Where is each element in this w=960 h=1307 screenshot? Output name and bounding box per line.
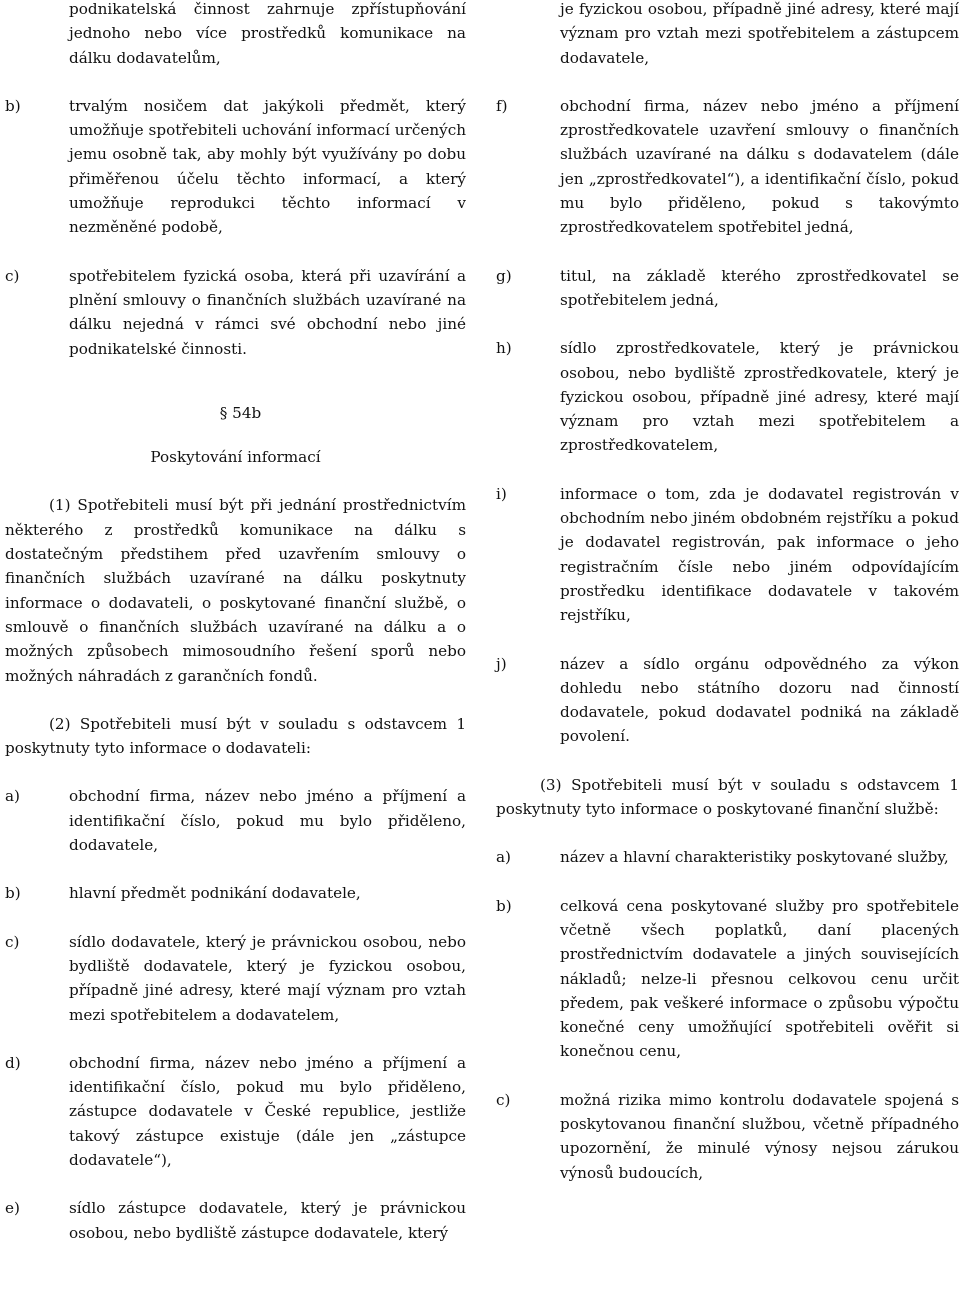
list-item bbox=[5, 784, 466, 857]
list-item bbox=[496, 264, 959, 313]
list-item bbox=[5, 264, 466, 361]
item-text: možná rizika mimo kontrolu dodavatele spojená s poskytovanou finanční službou, včetně případného upozornění, že minulé výnosy nejsou zárukou výnosů budoucích, bbox=[560, 1090, 959, 1182]
list-item bbox=[496, 1088, 959, 1185]
item-letter: f) bbox=[496, 96, 508, 115]
item-letter: a) bbox=[496, 848, 511, 867]
list-item bbox=[5, 1051, 466, 1172]
list-item bbox=[5, 94, 466, 240]
item-letter: c) bbox=[5, 932, 20, 951]
list-item bbox=[496, 652, 959, 749]
item-text: spotřebitelem fyzická osoba, která při uzavírání a plnění smlouvy o finančních službách uzavírané na dálku nejedná v rámci své obchodní nebo jiné podnikatelské činnosti. bbox=[69, 266, 466, 358]
item-letter: c) bbox=[496, 1090, 511, 1109]
item-letter: i) bbox=[496, 484, 507, 503]
item-letter: b) bbox=[496, 896, 512, 915]
list-item bbox=[5, 1196, 466, 1245]
left-column bbox=[5, 0, 466, 1245]
item-text: obchodní firma, název nebo jméno a příjmení a identifikační číslo, pokud mu bylo přiděleno, dodavatele, bbox=[69, 787, 466, 855]
paragraph-3: (3) Spotřebiteli musí být v souladu s odstavcem 1 poskytnuty tyto informace o poskytované finanční službě: bbox=[496, 775, 959, 819]
item-text: trvalým nosičem dat jakýkoli předmět, který umožňuje spotřebiteli uchování informací určených jemu osobně tak, aby mohly být využívány po dobu přiměřenou účelu těchto informací, a který umožňuje reprodukci těchto informací v nezměněné podobě, bbox=[69, 96, 466, 237]
item-text: titul, na základě kterého zprostředkovatel se spotřebitelem jedná, bbox=[560, 266, 959, 309]
item-text: informace o tom, zda je dodavatel registrován v obchodním nebo jiném obdobném rejstříku a pokud je dodavatel registrován, pak informace o jeho registračním čísle nebo jiném odpovídajícím prostředku identifikace dodavatele v takovém rejstříku, bbox=[560, 484, 959, 625]
section-number: § 54b bbox=[219, 403, 262, 422]
item-letter: d) bbox=[5, 1053, 21, 1072]
item-text: obchodní firma, název nebo jméno a příjmení a identifikační číslo, pokud mu bylo přiděleno, zástupce dodavatele v České republice, jestliže takový zástupce existuje (dále jen „zástupce dodavatele“), bbox=[69, 1053, 466, 1169]
item-letter: j) bbox=[496, 654, 507, 673]
list-item bbox=[496, 482, 959, 628]
paragraph-2: (2) Spotřebiteli musí být v souladu s odstavcem 1 poskytnuty tyto informace o dodavateli: bbox=[5, 714, 466, 758]
item-letter: b) bbox=[5, 96, 21, 115]
item-letter: e) bbox=[5, 1199, 20, 1218]
list-item bbox=[5, 881, 466, 905]
item-letter: c) bbox=[5, 266, 20, 285]
left-lead-text: podnikatelská činnost zahrnuje zpřístupňování jednoho nebo více prostředků komunikace na dálku dodavatelům, bbox=[69, 0, 466, 67]
item-letter: b) bbox=[5, 884, 21, 903]
paragraph-1: (1) Spotřebiteli musí být při jednání prostřednictvím některého z prostředků komunikace na dálku s dostatečným předstihem před uzavřením smlouvy o finančních službách uzavírané na dálku poskytnuty informace o dodavateli, o poskytované finanční službě, o smlouvě o finančních službách uzavírané na dálku a o možných způsobech mimosoudního řešení sporů nebo možných náhradách z garančních fondů. bbox=[5, 496, 466, 685]
section-title: Poskytování informací bbox=[150, 448, 321, 467]
item-text: sídlo dodavatele, který je právnickou osobou, nebo bydliště dodavatele, který je fyzickou osobou, případně jiné adresy, které mají význam pro vztah mezi spotřebitelem a dodavatelem, bbox=[69, 932, 466, 1024]
item-letter: h) bbox=[496, 339, 512, 358]
item-text: obchodní firma, název nebo jméno a příjmení zprostředkovatele uzavření smlouvy o finančních službách uzavírané na dálku s dodavatelem (dále jen „zprostředkovatel“), a identifikační číslo, pokud mu bylo přiděleno, pokud s takovýmto zprostředkovatelem spotřebitel jedná, bbox=[560, 96, 959, 237]
item-text: sídlo zprostředkovatele, který je právnickou osobou, nebo bydliště zprostředkovatele, který je fyzickou osobou, případně jiné adresy, které mají význam pro vztah mezi spotřebitelem a zprostředkovatelem, bbox=[560, 339, 959, 455]
list-item bbox=[496, 94, 959, 240]
item-text: název a hlavní charakteristiky poskytované služby, bbox=[560, 848, 949, 867]
item-text: celková cena poskytované služby pro spotřebitele včetně všech poplatků, daní placených prostřednictvím dodavatele a jiných souvisejících nákladů; nelze-li přesnou celkovou cenu určit předem, pak veškeré informace o způsobu výpočtu konečné ceny umožňující spotřebiteli ověřit si konečnou cenu, bbox=[560, 896, 959, 1061]
item-letter: g) bbox=[496, 266, 512, 285]
right-column bbox=[496, 0, 959, 1185]
list-item bbox=[496, 894, 959, 1064]
item-letter: a) bbox=[5, 787, 20, 806]
item-text: název a sídlo orgánu odpovědného za výkon dohledu nebo státního dozoru nad činností dodavatele, pokud dodavatel podniká na základě povolení. bbox=[560, 654, 959, 746]
list-item bbox=[5, 930, 466, 1027]
item-text: sídlo zástupce dodavatele, který je právnickou osobou, nebo bydliště zástupce dodavatele, který bbox=[69, 1199, 466, 1242]
list-item bbox=[496, 336, 959, 457]
right-lead-text: je fyzickou osobou, případně jiné adresy, které mají význam pro vztah mezi spotřebitelem a zástupcem dodavatele, bbox=[560, 0, 959, 67]
list-item bbox=[496, 845, 959, 869]
item-text: hlavní předmět podnikání dodavatele, bbox=[69, 884, 361, 903]
